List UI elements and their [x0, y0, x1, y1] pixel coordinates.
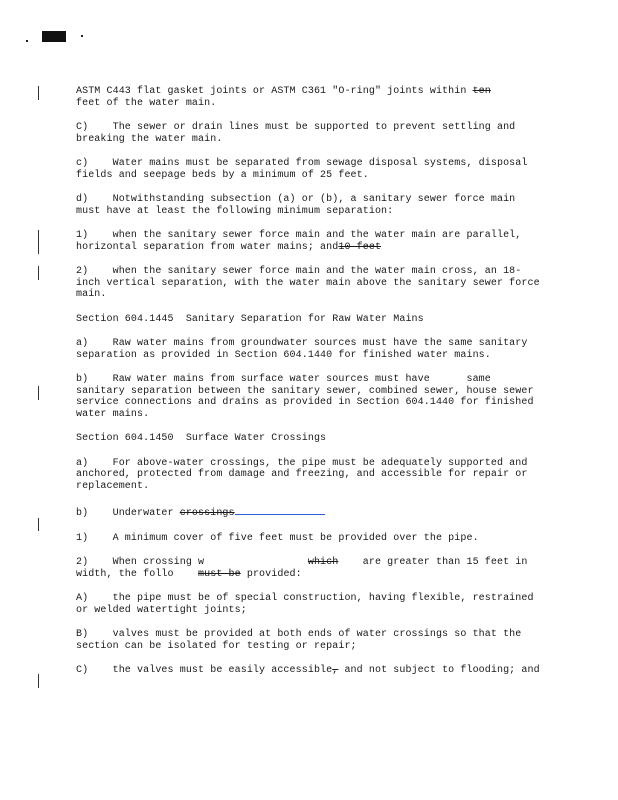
scan-artifact: [42, 31, 66, 42]
paragraph: b) Raw water mains from surface water sources must have same sanitary separation between the sanitary sewer, combined sewer, house sewer service connections and drains as provided in Section 604.1440 for finished water mains.: [76, 374, 540, 420]
paragraph: ASTM C443 flat gasket joints or ASTM C361 "O-ring" joints within ten feet of the water main.: [76, 86, 491, 109]
paragraph: B) valves must be provided at both ends of water crossings so that the section can be isolated for testing or repair;: [76, 629, 528, 652]
paragraph: a) Raw water mains from groundwater sources must have the same sanitary separation as provided in Section 604.1440 for finished water mains.: [76, 338, 534, 361]
scan-dot: [81, 35, 83, 37]
paragraph: c) Water mains must be separated from sewage disposal systems, disposal fields and seepage beds by a minimum of 25 feet.: [76, 158, 534, 181]
document-page: [76, 86, 577, 690]
paragraph: 2) When crossing w which are greater than 15 feet in width, the follo must be provided:: [76, 557, 534, 580]
paragraph: 1) A minimum cover of five feet must be provided over the pipe.: [76, 532, 479, 544]
paragraph: a) For above-water crossings, the pipe must be adequately supported and anchored, protected from damage and freezing, and accessible for repair or replacement.: [76, 457, 534, 492]
paragraph: 2) when the sanitary sewer force main and the water main cross, an 18-inch vertical separation, with the water main above the sanitary sewer force main.: [76, 266, 546, 300]
change-bar: [38, 86, 39, 100]
change-bar: [38, 518, 39, 531]
paragraph: b) Underwater crossings: [76, 505, 540, 520]
paragraph: d) Notwithstanding subsection (a) or (b), a sanitary sewer force main must have at least the following minimum separation:: [76, 194, 522, 217]
change-bar: [38, 386, 39, 400]
paragraph: C) the valves must be easily accessible, and not subject to flooding; and: [76, 665, 540, 676]
paragraph: C) The sewer or drain lines must be supported to prevent settling and breaking the water main.: [76, 122, 522, 145]
change-bar: [38, 230, 39, 254]
inserted-text-line: [235, 505, 325, 515]
paragraph: 1) when the sanitary sewer force main and the water main are parallel, horizontal separation from water mains; and10 feet: [76, 230, 577, 253]
scan-dot: [26, 40, 28, 42]
change-bar: [38, 266, 39, 280]
change-bar: [38, 674, 39, 688]
paragraph: A) the pipe must be of special construction, having flexible, restrained or welded watertight joints;: [76, 593, 540, 616]
section-heading: Section 604.1445 Sanitary Separation for Raw Water Mains: [76, 313, 424, 325]
section-heading: Section 604.1450 Surface Water Crossings: [76, 433, 327, 444]
